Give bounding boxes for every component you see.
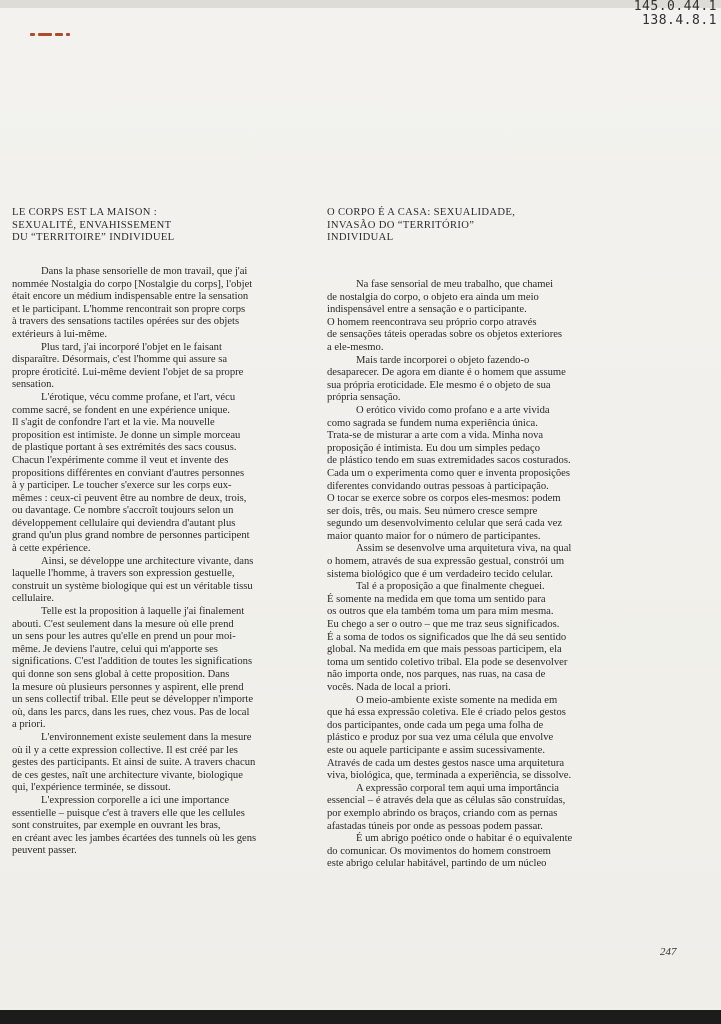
french-text-line: même. Je deviens l'autre, celui qui m'apporte ses [12,643,218,655]
french-column [12,207,304,858]
french-text-line: peuvent passer. [12,845,77,857]
french-text-line: où, dans les parcs, dans les rues, chez vous. Pas de local [12,706,250,718]
catalog-mark-1: 145.0.44.1 [633,0,717,14]
portuguese-text-line: Tal é a proposição a que finalmente cheguei. [356,581,545,593]
french-text-line: Plus tard, j'ai incorporé l'objet en le faisant [41,341,222,353]
portuguese-text-line: indispensável entre a sensação e o participante. [327,304,527,316]
portuguese-text-line: É somente na medida em que toma um sentido para [327,593,546,605]
ink-mark-decoration [30,33,72,37]
french-text-line: sensation. [12,379,55,391]
portuguese-text-line: por exemplo abrindo os braços, criando com as pernas [327,807,558,819]
french-heading-line: LE CORPS EST LA MAISON : [12,207,158,218]
portuguese-text-line: dos participantes, onde cada um pega uma folha de [327,719,544,731]
portuguese-text-line: O erótico vivido como profano e a arte vivida [356,404,550,416]
page-number: 247 [660,946,677,958]
french-text-line: extérieurs à lui-même. [12,328,108,340]
portuguese-text-line: própria sensação. [327,392,401,404]
portuguese-text-line: É a soma de todos os significados que lhe dá seu sentido [327,631,567,643]
portuguese-text-line: Mais tarde incorporei o objeto fazendo-o [356,354,530,366]
french-text-line: proposition est intimiste. Je donne un simple morceau [12,429,241,441]
french-heading [12,207,304,259]
french-text-line: ou davantage. Ce nombre s'accroît toujours selon un [12,505,234,517]
portuguese-text-line: maior quanto maior for o número de participantes. [327,530,541,542]
portuguese-text-line: Trata-se de misturar a arte com a vida. Minha nova [327,430,544,442]
french-text-line: abouti. C'est seulement dans la mesure où elle prend [12,618,234,630]
french-text-line: un sens collectif tribal. Elle peut se développer n'importe [12,694,254,706]
portuguese-text-line: desaparecer. De agora em diante é o homem que assume [327,367,566,379]
french-text-line: essentielle – puisque c'est à travers elle que les cellules [12,807,245,819]
french-text-line: mêmes : ceux-ci peuvent être au nombre de deux, trois, [12,492,247,504]
french-text-line: propositions différentes en conviant d'autres personnes [12,467,245,479]
french-text-line: L'érotique, vécu comme profane, et l'art, vécu [41,391,236,403]
portuguese-text-line: sua própria eroticidade. Ele mesmo é o objeto de sua [327,379,551,391]
french-text-line: a priori. [12,719,46,731]
portuguese-text-line: de nostalgia do corpo, o objeto era ainda um meio [327,291,539,303]
french-text-line: gestes des participants. Et ainsi de suite. A travers chacun [12,757,256,769]
portuguese-text-line: de sensações táteis operadas sobre os objetos exteriores [327,329,563,341]
french-text-line: significations. C'est l'addition de toutes les significations [12,656,253,668]
french-text-line: Il s'agit de confondre l'art et la vie. Ma nouvelle [12,417,215,429]
portuguese-text-line: não importa onde, nos parques, nas ruas, na casa de [327,669,546,681]
portuguese-text-line: que há essa expressão coletiva. Ele é criado pelos gestos [327,707,566,719]
french-text-line: disparaître. Désormais, c'est l'homme qui assure sa [12,354,228,366]
french-text-line: en créant avec les jambes écartées des tunnels où les gens [12,832,257,844]
portuguese-column [327,207,617,871]
portuguese-text-line: viva, biológica, que, terminada a experiência, se dissolve. [327,770,572,782]
french-text-line: de plastique portant à ses extrémités des sacs cousus. [12,442,237,454]
french-text-line: Dans la phase sensorielle de mon travail, que j'ai [41,266,248,277]
french-text-line: Telle est la proposition à laquelle j'ai finalement [41,606,245,618]
portuguese-text-line: este ou aquele participante e assim sucessivamente. [327,744,545,756]
french-text-line: et le participant. L'homme rencontrait son propre corps [12,303,246,315]
handwritten-catalog-marks [612,0,717,28]
french-text-line: construit un système biologique qui est un véritable tissu [12,580,253,592]
portuguese-text-line: diferentes convidando outras pessoas à participação. [327,480,549,492]
french-text-line: Chacun l'expérimente comme il veut et invente des [12,454,229,466]
portuguese-text-line: Assim se desenvolve uma arquitetura viva, na qual [356,543,572,555]
french-text-line: était encore un médium indispensable entre la sensation [12,291,249,303]
portuguese-text-line: do comunicar. Os movimentos do homem constroem [327,845,551,857]
french-text-line: un sens pour les autres qu'elle en prend un pour moi- [12,631,236,643]
french-text-line: qui donne son sens global à cette proposition. Dans [12,669,230,680]
portuguese-text-line: A expressão corporal tem aqui uma importância [356,782,559,794]
portuguese-text-line: proposição é intimista. Eu dou um simples pedaço [327,442,541,454]
scan-bottom-edge [0,1010,721,1024]
french-heading-line: SEXUALITÉ, ENVAHISSEMENT [12,219,172,231]
french-heading-line: DU “TERRITOIRE” INDIVIDUEL [12,232,175,244]
portuguese-text-line: É um abrigo poético onde o habitar é o equivalente [356,833,573,845]
portuguese-text-line: ser dois, três, ou mais. Seu número cresce sempre [327,505,538,517]
french-text-line: où il y a cette expression collective. Il est créé par les [12,744,238,756]
portuguese-text-line: global. Na medida em que mais pessoas participem, ela [327,644,562,656]
portuguese-text-line: Eu chego a ser o outro – que me traz seus significados. [327,619,560,631]
portuguese-heading [327,207,617,259]
portuguese-text-line: segundo um desenvolvimento celular que será cada vez [327,518,563,530]
portuguese-text-line: vocês. Nada de local a priori. [327,682,451,693]
french-text-line: propre éroticité. Lui-même devient l'objet de sa propre [12,366,244,378]
portuguese-text-line: este abrigo celular habitável, partindo de um núcleo [327,858,547,870]
french-text-line: cellulaire. [12,593,55,605]
portuguese-text-line: O meio-ambiente existe somente na medida em [356,694,558,706]
french-text-line: L'expression corporelle a ici une importance [41,794,230,806]
portuguese-text-line: plástico e produz por sua vez uma célula que envolve [327,732,554,744]
catalog-mark-2: 138.4.8.1 [642,13,717,28]
french-body-text [12,266,304,858]
french-text-line: qui, l'expérience terminée, se dissout. [12,782,171,794]
french-text-line: à cette expérience. [12,543,91,555]
portuguese-heading-line: INVASÃO DO “TERRITÓRIO” [327,219,475,231]
portuguese-text-line: O tocar se exerce sobre os corpos eles-mesmos: podem [327,493,561,505]
french-text-line: de ces gestes, naît une architecture vivante, biologique [12,769,243,781]
portuguese-text-line: Cada um o experimenta como quer e inventa proposições [327,467,570,479]
portuguese-text-line: essencial – é através dela que as células são construídas, [327,795,566,807]
portuguese-text-line: sistema biológico que é um verdadeiro tecido celular. [327,568,553,580]
portuguese-text-line: Através de cada um destes gestos nasce uma arquitetura [327,757,565,769]
french-text-line: Ainsi, se développe une architecture vivante, dans [41,555,254,567]
portuguese-text-line: o homem, através de sua expressão gestual, constrói um [327,556,565,568]
portuguese-text-line: como sagrada se fundem numa experiência única. [327,417,538,429]
portuguese-text-line: os outros que ela também toma um para mim mesma. [327,606,554,618]
portuguese-text-line: Na fase sensorial de meu trabalho, que chamei [356,279,554,290]
french-text-line: développement cellulaire qui deviendra d'autant plus [12,517,236,529]
portuguese-text-line: O homem reencontrava seu próprio corpo através [327,316,537,328]
french-text-line: nommée Nostalgia do corpo [Nostalgie du corps], l'objet [12,278,253,290]
portuguese-heading-line: O CORPO É A CASA: SEXUALIDADE, [327,207,516,218]
french-text-line: grand qu'un plus grand nombre de personnes participent [12,530,250,542]
french-text-line: comme sacré, se fondent en une expérience unique. [12,404,230,416]
portuguese-heading-line: INDIVIDUAL [327,232,394,244]
french-text-line: à y participer. Le toucher s'exerce sur les corps eux- [12,480,232,492]
french-text-line: à travers des sensations tactiles opérées sur des objets [12,316,240,328]
french-text-line: sont construites, par exemple en ouvrant les bras, [12,820,221,832]
portuguese-text-line: toma um sentido coletivo tribal. Ela pode se desenvolver [327,656,568,668]
french-text-line: laquelle l'homme, à travers son expression gestuelle, [12,568,235,580]
french-text-line: L'environnement existe seulement dans la mesure [41,731,252,743]
french-text-line: la mesure où plusieurs personnes y aspirent, elle prend [12,681,244,693]
portuguese-text-line: de plástico tendo em suas extremidades sacos costurados. [327,455,571,467]
portuguese-text-line: afastadas túneis por onde as pessoas podem passar. [327,820,543,832]
portuguese-text-line: a ele-mesmo. [327,341,384,353]
portuguese-body-text [327,279,617,871]
